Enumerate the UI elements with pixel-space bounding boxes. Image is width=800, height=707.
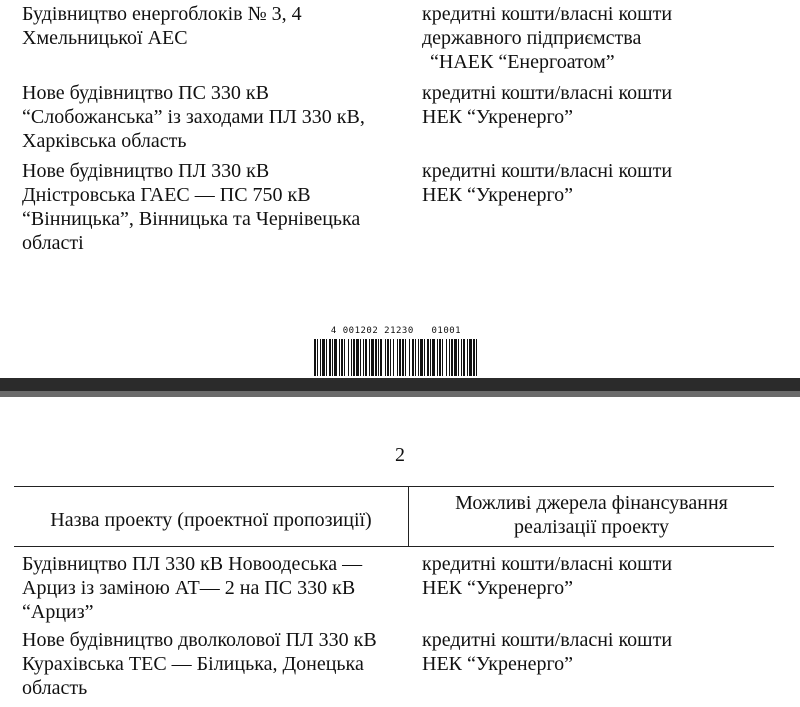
barcode-bar: [360, 339, 361, 376]
project-name: [22, 628, 402, 700]
barcode-bar: [458, 339, 459, 376]
barcode-bar: [463, 339, 465, 376]
barcode-bar: [409, 339, 410, 376]
barcode-bar: [399, 339, 401, 376]
project-name-line: Нове будівництво ПС 330 кВ: [22, 82, 269, 104]
project-name-line: Арциз із заміною АТ— 2 на ПС 330 кВ: [22, 577, 356, 599]
barcode-bar: [415, 339, 416, 376]
project-name-line: “Вінницька”, Вінницька та Чернівецька: [22, 208, 361, 230]
barcode-bar: [442, 339, 443, 376]
barcode-bar: [363, 339, 364, 376]
funding-source-line: НЕК “Укренерго”: [422, 577, 574, 599]
barcode-bar: [427, 339, 429, 376]
barcode-bar: [390, 339, 391, 376]
project-name-line: області: [22, 232, 84, 254]
funding-source-line: НЕК “Укренерго”: [422, 653, 574, 675]
barcode-bar: [339, 339, 340, 376]
barcode-bar: [437, 339, 438, 376]
barcode-bar: [397, 339, 398, 376]
barcode-bar: [446, 339, 447, 376]
funding-source-line: кредитні кошти/власні кошти: [422, 82, 673, 104]
barcode-bar: [454, 339, 457, 376]
funding-source: [422, 81, 782, 129]
barcode-bar: [320, 339, 321, 376]
barcode-bars-graphic: [314, 339, 478, 376]
project-name-line: область: [22, 677, 88, 699]
page-break-divider: [0, 378, 800, 397]
barcode-bar: [476, 339, 477, 376]
project-name-line: Будівництво ПЛ 330 кВ Новоодеська —: [22, 553, 363, 575]
funding-source-line: державного підприємства: [422, 27, 642, 49]
barcode-bar: [439, 339, 441, 376]
project-name-line: Нове будівництво дволколової ПЛ 330 кВ: [22, 629, 377, 651]
column-header-project-name: Назва проекту (проектної пропозиції): [50, 509, 372, 531]
funding-source: [422, 159, 782, 207]
barcode-bar: [380, 339, 382, 376]
project-name-line: Нове будівництво ПЛ 330 кВ: [22, 160, 270, 182]
barcode-bar: [432, 339, 435, 376]
funding-source-line: кредитні кошти/власні кошти: [422, 160, 673, 182]
funding-source-line: кредитні кошти/власні кошти: [422, 553, 673, 575]
barcode-bar: [334, 339, 337, 376]
project-name-line: “Слобожанська” із заходами ПЛ 330 кВ,: [22, 106, 365, 128]
barcode-bar: [365, 339, 367, 376]
barcode-bar: [353, 339, 355, 376]
barcode-bar: [314, 339, 316, 376]
barcode-bar: [449, 339, 450, 376]
barcode-bar: [473, 339, 475, 376]
funding-source: [422, 2, 782, 74]
barcode-bar: [317, 339, 318, 376]
barcode-bar: [332, 339, 333, 376]
barcode-bar: [351, 339, 352, 376]
barcode-bar: [461, 339, 462, 376]
barcode-bar: [329, 339, 331, 376]
funding-source-line: кредитні кошти/власні кошти: [422, 629, 673, 651]
barcode-bar: [451, 339, 453, 376]
project-name: [22, 159, 402, 255]
barcode-bar: [418, 339, 419, 376]
project-name: [22, 2, 402, 50]
page-bottom-fragment: [0, 397, 800, 707]
column-header-line: Можливі джерела фінансування: [455, 492, 728, 514]
barcode-bar: [341, 339, 343, 376]
project-name-line: Харківська область: [22, 130, 187, 152]
barcode-bar: [405, 339, 406, 376]
column-header-line: реалізації проекту: [513, 516, 670, 538]
funding-source-line: НЕК “Укренерго”: [422, 106, 574, 128]
barcode-bar: [385, 339, 386, 376]
barcode-number: 4 001202 21230 01001: [330, 326, 462, 336]
barcode-bar: [369, 339, 370, 376]
barcode-bar: [469, 339, 472, 376]
barcode-bar: [378, 339, 379, 376]
funding-source-line: НЕК “Укренерго”: [422, 184, 574, 206]
funding-source-line: “НАЕК “Енергоатом”: [430, 51, 615, 73]
project-name: [22, 552, 402, 624]
page-number: 2: [395, 444, 405, 466]
funding-source-line: кредитні кошти/власні кошти: [422, 3, 673, 25]
barcode-bar: [356, 339, 359, 376]
barcode-bar: [393, 339, 394, 376]
table-top-rule: [14, 486, 774, 487]
barcode-bar: [402, 339, 404, 376]
barcode-bar: [348, 339, 349, 376]
barcode-bar: [420, 339, 423, 376]
barcode-bar: [344, 339, 345, 376]
table-header-rule: [14, 546, 774, 547]
project-name-line: Курахівська ТЕС — Білицька, Донецька: [22, 653, 364, 675]
barcode-bar: [430, 339, 431, 376]
project-name-line: Будівництво енергоблоків № 3, 4: [22, 3, 302, 25]
barcode-bar: [375, 339, 377, 376]
project-name-line: “Арциз”: [22, 601, 94, 623]
barcode-bar: [387, 339, 389, 376]
funding-source: [422, 552, 782, 600]
barcode-bar: [322, 339, 325, 376]
project-name-line: Хмельницької АЕС: [22, 27, 188, 49]
barcode-bar: [326, 339, 327, 376]
column-header-funding-sources: [409, 491, 774, 539]
barcode-bar: [412, 339, 414, 376]
funding-source: [422, 628, 782, 676]
document-barcode: [310, 326, 482, 376]
barcode-bar: [424, 339, 425, 376]
barcode-bar: [371, 339, 374, 376]
projects-table: [14, 486, 774, 701]
barcode-bar: [467, 339, 468, 376]
project-name-line: Дністровська ГАЕС — ПС 750 кВ: [22, 184, 311, 206]
project-name: [22, 81, 402, 153]
